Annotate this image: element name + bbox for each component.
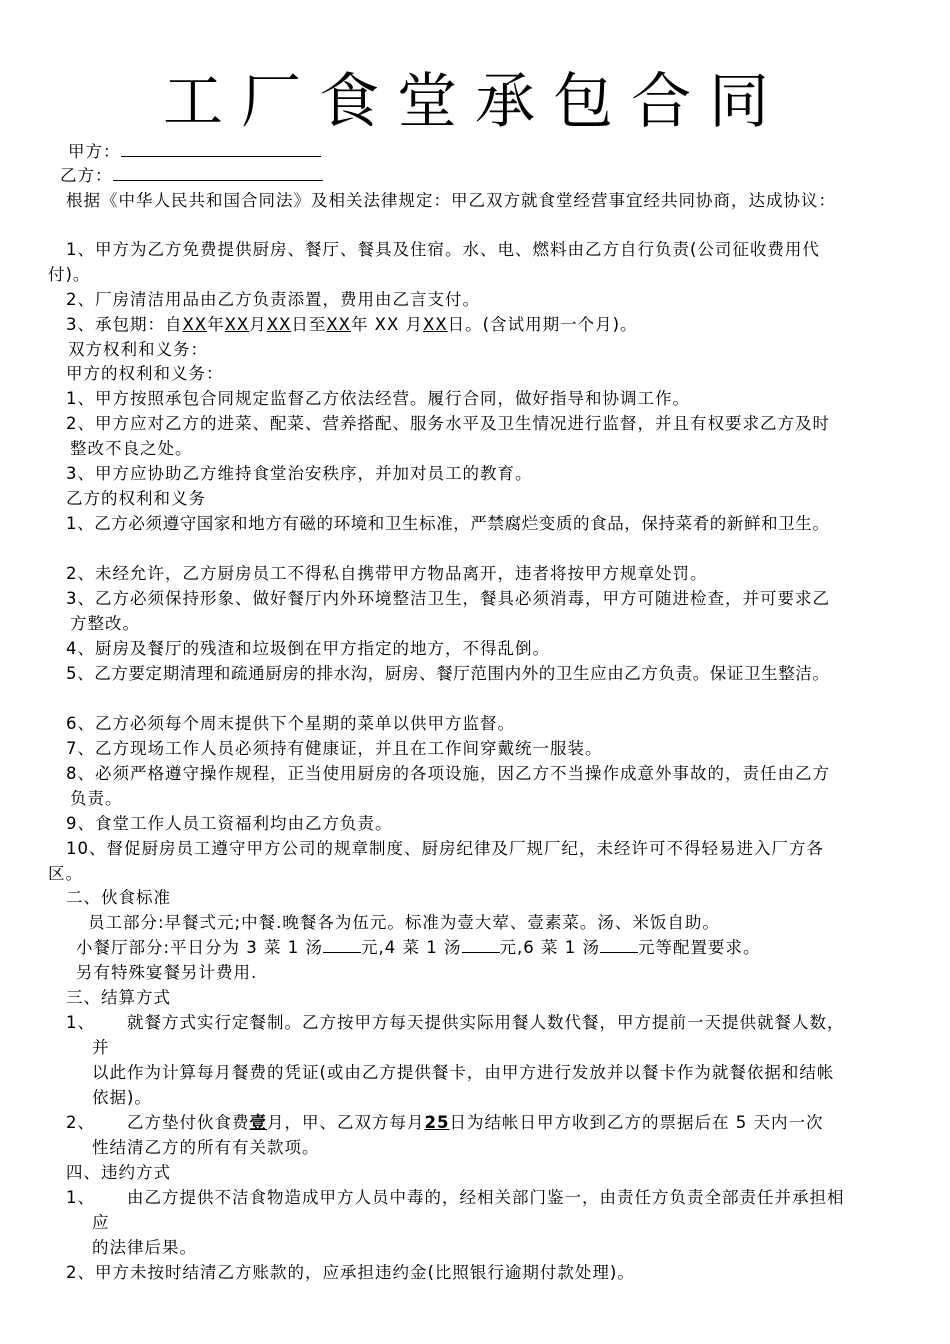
rights-heading: 双方权利和义务：	[68, 340, 208, 359]
preamble: 根据《中华人民共和国合同法》及相关法律规定：甲乙双方就食堂经营事宜经共同协商，达成协议：	[66, 191, 836, 210]
term-1-cont: 付)。	[48, 265, 91, 284]
party-b-right-5: 5、乙方要定期清理和疏通厨房的排水沟，厨房、餐厅范围内外的卫生应由乙方负责。保证卫生整洁。	[66, 664, 830, 683]
term-3-end-day: XX	[423, 315, 448, 334]
settlement-1-number: 1、	[66, 1013, 95, 1032]
settlement-2-mid: 月，甲、乙双方每月	[267, 1113, 425, 1132]
settlement-2-cont: 性结清乙方的所有有关款项。	[92, 1138, 320, 1157]
term-3-month-label: 月	[249, 315, 267, 334]
breach-heading: 四、违约方式	[66, 1163, 171, 1182]
term-3-end-year: XX	[326, 315, 351, 334]
settlement-2	[66, 1111, 823, 1135]
party-b-label: 乙方：	[60, 166, 113, 185]
small-hall-part-4: 元等配置要求。	[638, 938, 761, 957]
party-a-line	[68, 140, 321, 164]
settlement-2-number: 2、	[66, 1113, 95, 1132]
meal-standard-heading: 二、伙食标准	[66, 888, 171, 907]
breach-1-cont-b: 的法律后果。	[92, 1238, 197, 1257]
settlement-1-text: 就餐方式实行定餐制。乙方按甲方每天提供实际用餐人数代餐，甲方提前一天提供就餐人数，	[127, 1013, 845, 1032]
term-3-start-year: XX	[182, 315, 208, 334]
breach-1-number: 1、	[66, 1188, 95, 1207]
party-a-right-1: 1、甲方按照承包合同规定监督乙方依法经营。履行合同，做好指导和协调工作。	[66, 389, 690, 408]
party-a-blank[interactable]	[121, 140, 321, 157]
term-3-year-label: 年	[207, 315, 225, 334]
term-1: 1、甲方为乙方免费提供厨房、餐厅、餐具及住宿。水、电、燃料由乙方自行负责(公司征收费用代	[66, 240, 820, 259]
party-b-right-6: 6、乙方必须每个周末提供下个星期的菜单以供甲方监督。	[66, 714, 515, 733]
breach-2: 2、甲方未按时结清乙方账款的，应承担违约金(比照银行逾期付款处理)。	[66, 1263, 635, 1282]
party-b-right-8: 8、必须严格遵守操作规程，正当使用厨房的各项设施，因乙方不当操作成意外事故的，责任由乙方	[66, 764, 830, 783]
small-hall-price-1[interactable]	[323, 936, 361, 953]
party-a-right-3: 3、甲方应协助乙方维持食堂治安秩序，并加对员工的教育。	[66, 464, 533, 483]
party-b-right-2: 2、未经允许，乙方厨房员工不得私自携带甲方物品离开，违者将按甲方规章处罚。	[66, 564, 708, 583]
party-a-right-2-cont: 整改不良之处。	[70, 439, 193, 458]
party-b-right-7: 7、乙方现场工作人员必须持有健康证，并且在工作间穿戴统一服装。	[66, 739, 603, 758]
meal-banquet: 另有特殊宴餐另计费用.	[76, 963, 258, 982]
small-hall-price-2[interactable]	[462, 936, 500, 953]
settlement-2-pre: 乙方垫付伙食费	[127, 1113, 250, 1132]
small-hall-part-1: 小餐厅部分:平日分为 3 菜 1 汤	[76, 938, 324, 957]
settlement-1-cont-b: 以此作为计算每月餐费的凭证(或由乙方提供餐卡，由甲方进行发放并以餐卡作为就餐依据和结帐	[92, 1063, 835, 1082]
settlement-2-day: 25	[424, 1113, 450, 1132]
term-3-mid: 年 XX 月	[350, 315, 424, 334]
party-b-line	[60, 164, 323, 188]
term-3-prefix: 3、承包期：自	[66, 315, 183, 334]
settlement-1-cont-c: 依据)。	[92, 1088, 152, 1107]
settlement-2-months: 壹	[249, 1113, 267, 1132]
term-3-start-day: XX	[266, 315, 292, 334]
term-2: 2、厂房清洁用品由乙方负责添置，费用由乙言支付。	[66, 290, 480, 309]
settlement-heading: 三、结算方式	[66, 988, 171, 1007]
party-b-right-8-cont: 负责。	[70, 789, 123, 808]
party-a-rights-heading: 甲方的权利和义务：	[66, 364, 224, 383]
party-b-right-3: 3、乙方必须保持形象、做好餐厅内外环境整洁卫生，餐具必须消毒，甲方可随进检查，并可要求乙	[66, 589, 830, 608]
term-3-to: 日至	[291, 315, 327, 334]
breach-1	[66, 1186, 845, 1210]
meal-small-hall	[76, 936, 761, 960]
breach-1-cont-a: 应	[92, 1213, 110, 1232]
meal-staff: 员工部分:早餐弍元;中餐.晚餐各为伍元。标准为壹大荤、壹素菜。汤、米饭自助。	[88, 913, 720, 932]
term-3	[66, 313, 638, 337]
settlement-1	[66, 1011, 845, 1035]
party-b-right-10: 10、督促厨房员工遵守甲方公司的规章制度、厨房纪律及厂规厂纪，未经许可不得轻易进入厂方各	[66, 839, 824, 858]
term-3-start-month: XX	[224, 315, 250, 334]
party-a-label: 甲方：	[68, 142, 121, 161]
breach-1-text: 由乙方提供不洁食物造成甲方人员中毒的，经相关部门鉴一，由责任方负责全部责任并承担相	[127, 1188, 845, 1207]
party-b-rights-heading: 乙方的权利和义务	[66, 489, 206, 508]
party-b-right-3-cont: 方整改。	[70, 614, 140, 633]
small-hall-part-2: 元,4 菜 1 汤	[361, 938, 462, 957]
party-b-right-10-cont: 区。	[48, 864, 83, 883]
party-b-right-4: 4、厨房及餐厅的残渣和垃圾倒在甲方指定的地方，不得乱倒。	[66, 639, 550, 658]
settlement-1-cont-a: 并	[92, 1038, 110, 1057]
term-3-suffix: 日。(含试用期一个月)。	[447, 315, 638, 334]
settlement-2-post: 日为结帐日甲方收到乙方的票据后在 5 天内一次	[449, 1113, 824, 1132]
party-b-right-9: 9、食堂工作人员工资福利均由乙方负责。	[66, 814, 393, 833]
small-hall-part-3: 元,6 菜 1 汤	[499, 938, 601, 957]
party-b-blank[interactable]	[113, 164, 323, 181]
party-a-right-2: 2、甲方应对乙方的进菜、配菜、营养搭配、服务水平及卫生情况进行监督，并且有权要求乙方及时	[66, 414, 830, 433]
document-title: 工厂食堂承包合同	[163, 67, 787, 137]
small-hall-price-3[interactable]	[600, 936, 638, 953]
party-b-right-1: 1、乙方必须遵守国家和地方有磁的环境和卫生标准，严禁腐烂变质的食品，保持菜肴的新鲜和卫生。	[66, 514, 830, 533]
